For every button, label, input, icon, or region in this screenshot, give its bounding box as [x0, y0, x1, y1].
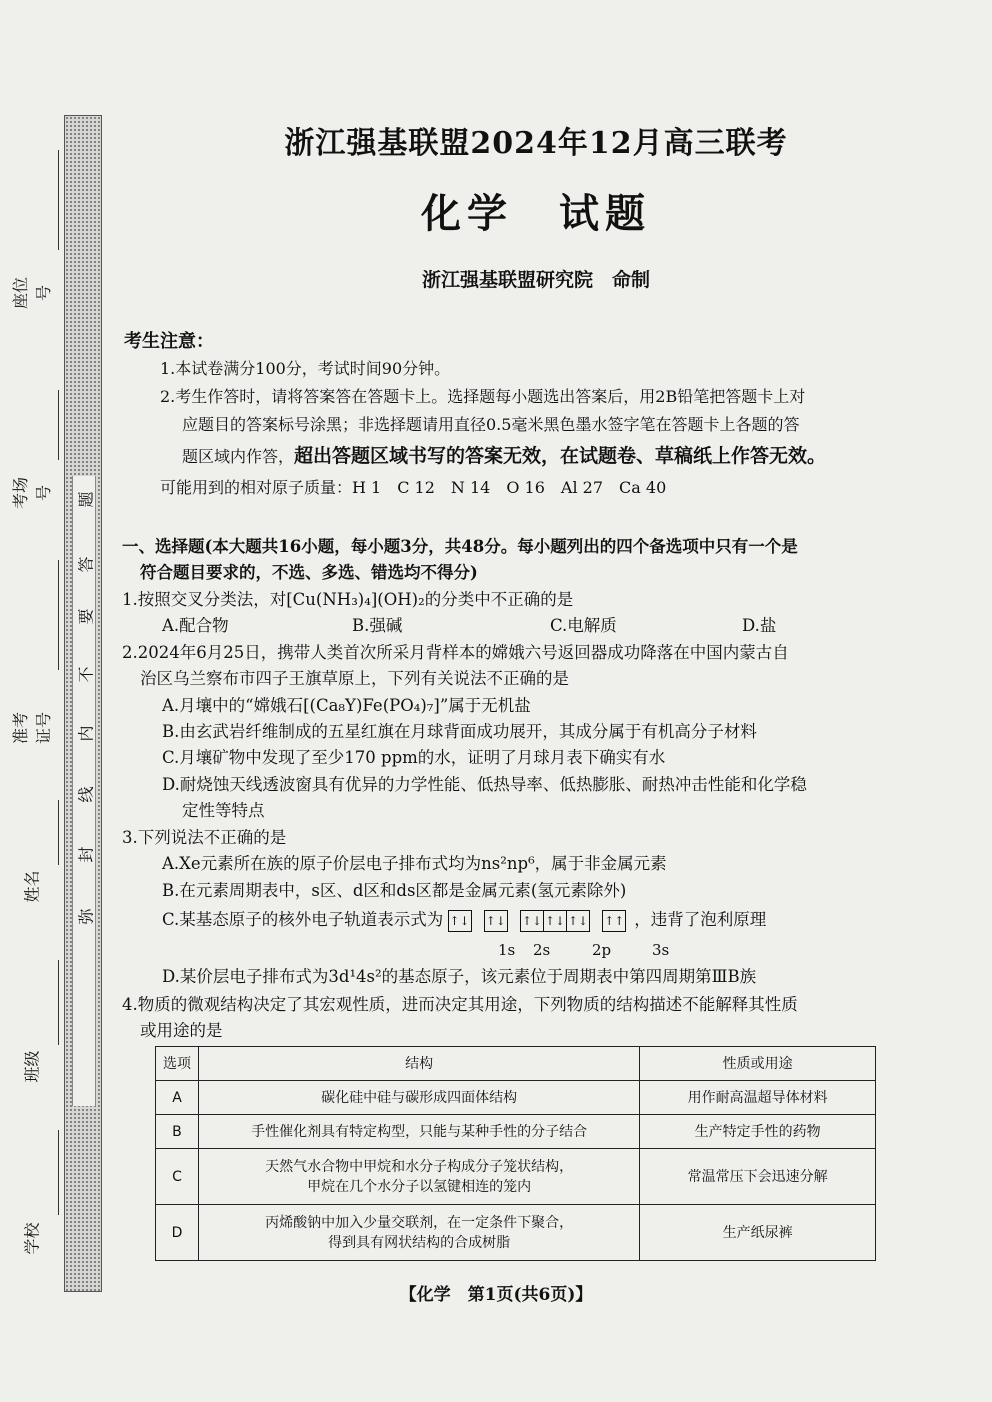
q2-option-a[interactable]: A.月壤中的“嫦娥石[(Ca₈Y)Fe(PO₄)₇]”属于无机盐	[162, 696, 531, 715]
orbital-box: ↑↓	[543, 910, 567, 932]
orbital-label-1s: 1s	[498, 941, 516, 959]
q1-option-d[interactable]: D.盐	[742, 616, 777, 635]
table-row[interactable]	[156, 1149, 876, 1205]
column-header: 结构	[198, 1047, 639, 1081]
exam-room-field[interactable]	[11, 390, 53, 520]
class-label: 班级	[22, 1050, 42, 1083]
notice-item-2-text: 题区域内作答，	[182, 447, 295, 466]
q1-option-b[interactable]: B.强碱	[352, 616, 403, 635]
structure-cell: 碳化硅中硅与碳形成四面体结构	[198, 1081, 639, 1115]
use-cell: 生产纸尿裤	[640, 1205, 876, 1261]
structure-cell: 手性催化剂具有特定构型，只能与某种手性的分子结合	[198, 1115, 639, 1149]
notice-item-2: 2.考生作答时，请将答案答在答题卡上。选择题每小题选出答案后，用2B铅笔把答题卡上对	[160, 387, 806, 406]
admission-number-field[interactable]	[11, 560, 53, 780]
admission-number-label: 准考证号	[11, 712, 53, 745]
structure-cell	[198, 1205, 639, 1261]
atomic-masses: 可能用到的相对原子质量：H 1 C 12 N 14 O 16 Al 27 Ca 40	[160, 478, 667, 497]
question-2-stem-line-2: 治区乌兰察布市四子王旗草原上，下列有关说法不正确的是	[140, 669, 569, 688]
orbital-label-2s: 2s	[533, 941, 551, 959]
orbital-box: ↑↓	[484, 910, 508, 932]
orbital-box: ↑↓	[520, 910, 544, 932]
question-4-stem-line-2: 或用途的是	[140, 1021, 223, 1040]
orbital-3s	[603, 909, 626, 933]
strip-word: 答	[76, 556, 96, 573]
notice-heading: 考生注意：	[124, 331, 214, 352]
page-footer: 【化学 第1页(共6页)】	[399, 1285, 593, 1305]
name-label: 姓名	[22, 870, 42, 903]
option-cell: D	[156, 1205, 199, 1261]
structure-line: 得到具有网状结构的合成树脂	[328, 1234, 511, 1251]
question-3-stem: 3.下列说法不正确的是	[122, 828, 287, 847]
notice-warning: 超出答题区域书写的答案无效，在试题卷、草稿纸上作答无效。	[294, 445, 827, 467]
write-line	[58, 1130, 59, 1215]
q2-option-d[interactable]: D.耐烧蚀天线透波窗具有优异的力学性能、低热导率、低热膨胀、耐热冲击性能和化学稳	[162, 775, 807, 794]
strip-word: 要	[76, 608, 96, 625]
q3-option-b[interactable]: B.在元素周期表中，s区、d区和ds区都是金属元素(氢元素除外)	[162, 881, 627, 900]
exam-title: 浙江强基联盟2024年12月高三联考	[284, 126, 788, 161]
notice-item-2-line-2: 应题目的答案标号涂黑；非选择题请用直径0.5毫米黑色墨水签字笔在答题卡上各题的答	[182, 415, 800, 434]
q3-option-c-text: C.某基态原子的核外电子轨道表示式为	[162, 910, 444, 929]
q3-option-a[interactable]: A.Xe元素所在族的原子价层电子排布式均为ns²np⁶，属于非金属元素	[162, 854, 667, 873]
q1-option-c[interactable]: C.电解质	[550, 616, 617, 635]
orbital-label-2p: 2p	[592, 941, 612, 959]
write-line	[58, 560, 59, 670]
school-field[interactable]	[14, 1130, 48, 1260]
strip-word: 不	[76, 666, 96, 683]
table-header-row	[156, 1047, 876, 1081]
seat-number-label: 座位号	[11, 277, 53, 310]
school-label: 学校	[22, 1222, 42, 1255]
table-row[interactable]	[156, 1115, 876, 1149]
use-cell: 常温常压下会迅速分解	[640, 1149, 876, 1205]
structure-table	[155, 1046, 876, 1261]
section-heading-line-2: 符合题目要求的，不选、多选、错选均不得分)	[140, 563, 478, 582]
q3-option-c-suffix: ，违背了泡利原理	[634, 910, 767, 929]
question-1-stem: 1.按照交叉分类法，对[Cu(NH₃)₄](OH)₂的分类中不正确的是	[122, 590, 574, 609]
orbital-box: ↑↑	[602, 910, 626, 932]
column-header: 选项	[156, 1047, 199, 1081]
structure-cell	[198, 1149, 639, 1205]
author-line: 浙江强基联盟研究院 命制	[421, 269, 650, 291]
question-4-stem: 4.物质的微观结构决定了其宏观性质，进而决定其用途，下列物质的结构描述不能解释其性质	[122, 995, 798, 1014]
option-cell: C	[156, 1149, 199, 1205]
structure-line: 丙烯酸钠中加入少量交联剂，在一定条件下聚合，	[265, 1214, 574, 1231]
q1-option-a[interactable]: A.配合物	[162, 616, 229, 635]
strip-word: 内	[76, 725, 96, 742]
option-cell: B	[156, 1115, 199, 1149]
use-cell: 生产特定手性的药物	[640, 1115, 876, 1149]
q2-option-d-line-2: 定性等特点	[182, 801, 265, 820]
orbital-box: ↑↓	[566, 910, 590, 932]
column-header: 性质或用途	[640, 1047, 876, 1081]
strip-word: 弥	[76, 908, 96, 925]
q3-option-c[interactable]	[162, 908, 766, 933]
name-field[interactable]	[14, 800, 48, 910]
structure-line: 天然气水合物中甲烷和水分子构成分子笼状结构，	[265, 1158, 574, 1175]
exam-room-label: 考场号	[11, 477, 53, 510]
write-line	[58, 800, 59, 865]
table-row[interactable]	[156, 1205, 876, 1261]
write-line	[58, 960, 59, 1045]
orbital-1s	[449, 909, 472, 933]
write-line	[58, 390, 59, 460]
structure-line: 甲烷在几个水分子以氢键相连的笼内	[307, 1178, 532, 1195]
q2-option-b[interactable]: B.由玄武岩纤维制成的五星红旗在月球背面成功展开，其成分属于有机高分子材料	[162, 722, 757, 741]
strip-word: 封	[76, 846, 96, 863]
option-cell: A	[156, 1081, 199, 1115]
strip-word: 题	[76, 491, 96, 508]
orbital-2p	[521, 909, 590, 933]
orbital-label-3s: 3s	[652, 941, 670, 959]
notice-item-1: 1.本试卷满分100分，考试时间90分钟。	[160, 359, 451, 378]
notice-item-2-line-3	[182, 444, 826, 469]
orbital-box: ↑↓	[448, 910, 472, 932]
q2-option-c[interactable]: C.月壤矿物中发现了至少170 ppm的水，证明了月球月表下确实有水	[162, 748, 666, 767]
q3-option-d[interactable]: D.某价层电子排布式为3d¹4s²的基态原子，该元素位于周期表中第四周期第ⅢB族	[162, 967, 757, 986]
class-field[interactable]	[14, 960, 48, 1090]
use-cell: 用作耐高温超导体材料	[640, 1081, 876, 1115]
strip-word: 线	[76, 786, 96, 803]
orbital-2s	[485, 909, 508, 933]
subject-title: 化学 试题	[421, 190, 651, 237]
table-row[interactable]	[156, 1081, 876, 1115]
section-heading: 一、选择题(本大题共16小题，每小题3分，共48分。每小题列出的四个备选项中只有一个是	[122, 537, 798, 556]
question-2-stem: 2.2024年6月25日，携带人类首次所采月背样本的嫦娥六号返回器成功降落在中国内蒙古自	[122, 643, 789, 662]
